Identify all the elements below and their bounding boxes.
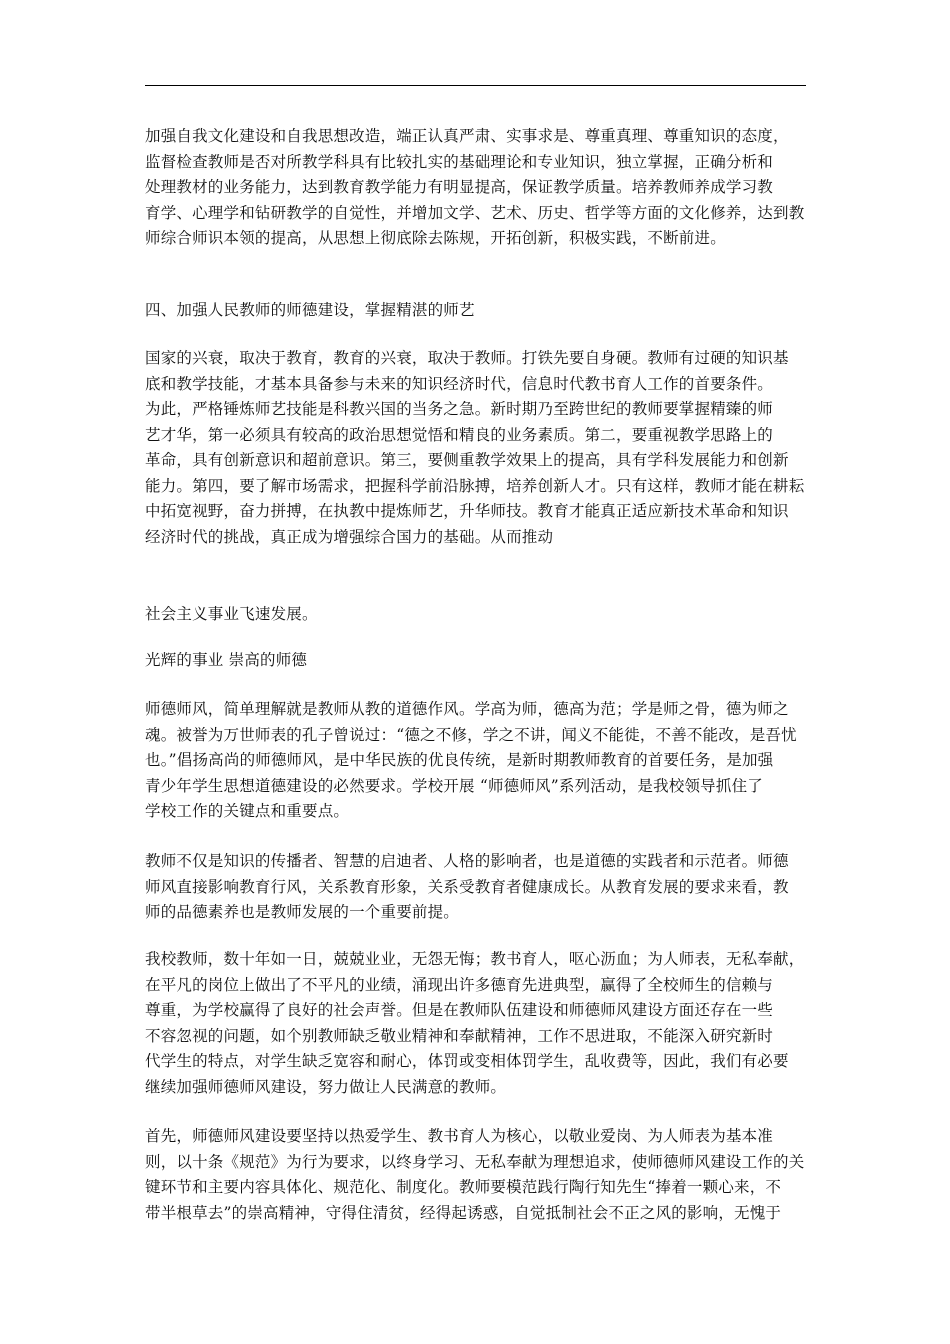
paragraph-school-teachers [145,947,806,1100]
text-line: 国家的兴衰，取决于教育，教育的兴衰，取决于教师。打铁先要自身硬。教师有过硬的知识基 [145,349,789,367]
text-line: 师综合师识本领的提高，从思想上彻底除去陈规，开拓创新，积极实践，不断前进。 [145,229,726,247]
text-line: 也。”倡扬高尚的师德师风，是中华民族的优良传统，是新时期教师教育的首要任务，是加强 [145,751,774,769]
text-line: 不容忽视的问题，如个别教师缺乏敬业精神和奉献精神，工作不思进取，不能深入研究新时 [145,1026,774,1045]
text-line: 加强自我文化建设和自我思想改造，端正认真严肃、实事求是、尊重真理、尊重知识的态度， [145,127,789,145]
text-line: 师的品德素养也是教师发展的一个重要前提。 [145,903,460,921]
paragraph-first-point [145,1124,806,1226]
text-line: 则，以十条《规范》为行为要求，以终身学习、无私奉献为理想追求，使师德师风建设工作的关 [145,1152,805,1171]
text-line: 继续加强师德师风建设，努力做让人民满意的教师。 [145,1077,507,1096]
text-line: 师风直接影响教育行风，关系教育形象，关系受教育者健康成长。从教育发展的要求来看，教 [145,877,789,896]
paragraph-continuation [145,602,806,628]
text-line: 监督检查教师是否对所教学科具有比较扎实的基础理论和专业知识，独立掌握，正确分析和 [145,152,774,171]
text-line: 革命，具有创新意识和超前意识。第三，要侧重教学效果上的提高，具有学科发展能力和创新 [145,451,789,469]
text-line: 社会主义事业飞速发展。 [145,605,318,623]
text-line: 魂。被誉为万世师表的孔子曾说过：“德之不修，学之不讲，闻义不能徙，不善不能改，是吾忧 [145,725,797,744]
paragraph-teacher-role [145,849,806,926]
text-line: 艺才华，第一必须具有较高的政治思想觉悟和精良的业务素质。第二，要重视教学思路上的 [145,425,774,444]
text-line: 底和教学技能，才基本具备参与未来的知识经济时代，信息时代教书育人工作的首要条件。 [145,374,774,393]
text-line: 学校工作的关键点和重要点。 [145,802,350,820]
text-line: 尊重，为学校赢得了良好的社会声誉。但是在教师队伍建设和师德师风建设方面还存在一些 [145,1001,774,1019]
header-rule [145,85,806,86]
text-line: 经济时代的挑战，真正成为增强综合国力的基础。从而推动 [145,527,554,546]
text-line: 教师不仅是知识的传播者、智慧的启迪者、人格的影响者，也是道德的实践者和示范者。师德 [145,852,789,870]
text-line: 在平凡的岗位上做出了不平凡的业绩，涌现出许多德育先进典型，赢得了全校师生的信赖与 [145,975,774,994]
text-line: 处理教材的业务能力，达到教育教学能力有明显提高，保证教学质量。培养教师养成学习教 [145,178,774,196]
subtitle-heading [145,648,806,674]
text-line: 青少年学生思想道德建设的必然要求。学校开展 “师德师风”系列活动，是我校领导抓住了 [145,776,763,795]
text-line: 能力。第四，要了解市场需求，把握科学前沿脉搏，培养创新人才。只有这样，教师才能在耕耘 [145,476,805,495]
text-line: 我校教师，数十年如一日，兢兢业业，无怨无悔；教书育人，呕心沥血；为人师表，无私奉献， [145,950,805,968]
paragraph-self-improvement [145,124,806,252]
text-line: 中拓宽视野，奋力拼搏，在执教中提炼师艺，升华师技。教育才能真正适应新技术革命和知识 [145,502,789,520]
text-line: 师德师风，简单理解就是教师从教的道德作风。学高为师，德高为范；学是师之骨，德为师之 [145,700,789,718]
text-line: 键环节和主要内容具体化、规范化、制度化。教师要模范践行陶行知先生“捧着一颗心来，不 [145,1178,782,1196]
text-line: 首先，师德师风建设要坚持以热爱学生、教书育人为核心，以敬业爱岗、为人师表为基本准 [145,1127,774,1145]
text-line: 育学、心理学和钻研教学的自觉性，并增加文学、艺术、历史、哲学等方面的文化修养，达到教 [145,203,805,222]
paragraph-ethics-definition [145,697,806,825]
text-line: 代学生的特点，对学生缺乏宽容和耐心，体罚或变相体罚学生，乱收费等，因此，我们有必要 [145,1052,789,1070]
section-heading [145,298,806,324]
section-heading-text: 四、加强人民教师的师德建设，掌握精湛的师艺 [145,301,475,319]
text-line: 带半根草去”的崇高精神，守得住清贫，经得起诱惑，自觉抵制社会不正之风的影响，无愧于 [145,1203,782,1222]
paragraph-teaching-skills [145,346,806,550]
subtitle-text: 光辉的事业 崇高的师德 [145,651,308,669]
text-line: 为此，严格锤炼师艺技能是科教兴国的当务之急。新时期乃至跨世纪的教师要掌握精臻的师 [145,400,774,418]
